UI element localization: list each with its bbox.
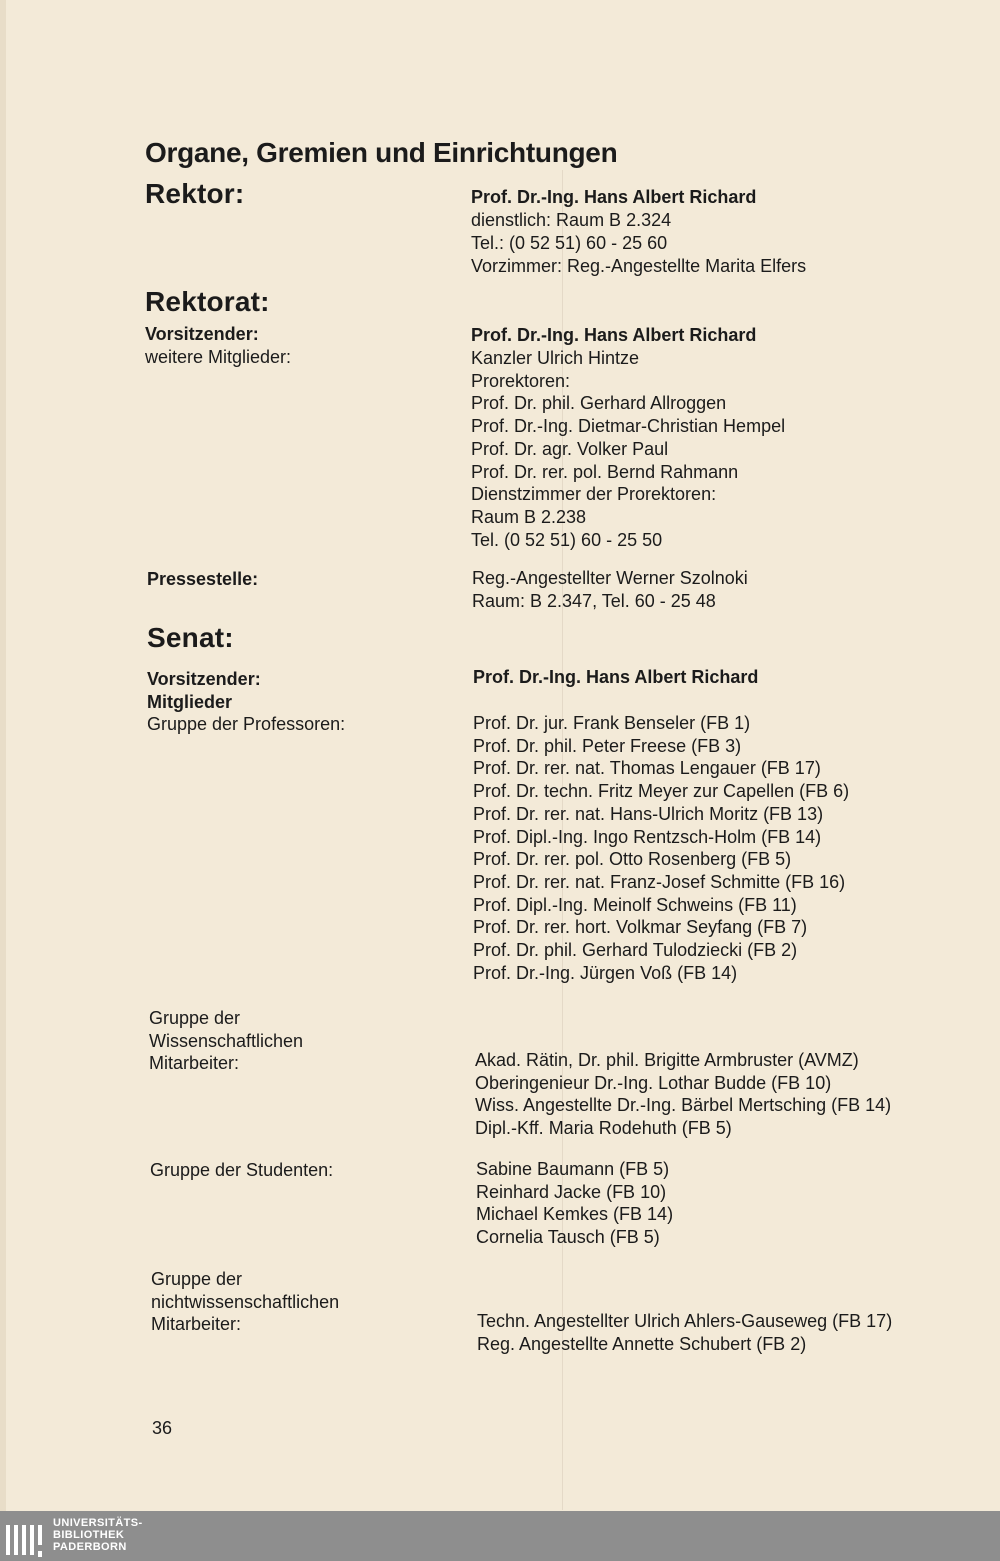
students-label: Gruppe der Studenten:	[150, 1160, 334, 1180]
rektorat-members-list	[471, 347, 785, 551]
senat-heading: Senat:	[147, 622, 234, 653]
list-item: Prof. Dr. phil. Gerhard Allroggen	[471, 393, 727, 414]
list-item: Prof. Dr. rer. pol. Bernd Rahmann	[471, 461, 739, 482]
list-item: Prof. Dr. rer. nat. Hans-Ulrich Moritz (FB 13)	[473, 803, 824, 824]
rektor-line: Tel.: (0 52 51) 60 - 25 60	[471, 233, 668, 253]
list-item: Tel. (0 52 51) 60 - 25 50	[471, 529, 663, 550]
rektorat-members-label: weitere Mitglieder:	[145, 347, 292, 367]
senat-chair: Prof. Dr.-Ing. Hans Albert Richard	[473, 667, 759, 687]
list-item: Wiss. Angestellte Dr.-Ing. Bärbel Mertsching (FB 14)	[475, 1095, 892, 1116]
list-item: Prof. Dr.-Ing. Dietmar-Christian Hempel	[471, 416, 786, 437]
list-item: Prof. Dr. rer. nat. Franz-Josef Schmitte (FB 16)	[473, 871, 846, 892]
list-item: Sabine Baumann (FB 5)	[476, 1159, 670, 1179]
page-edge	[0, 0, 6, 1511]
library-name-line: UNIVERSITÄTS-	[53, 1517, 143, 1529]
professors-list	[473, 712, 849, 984]
list-item: Prof. Dr. rer. pol. Otto Rosenberg (FB 5)	[473, 849, 792, 870]
library-name	[53, 1517, 143, 1553]
wiss-list	[475, 1049, 891, 1140]
list-item: Akad. Rätin, Dr. phil. Brigitte Armbruster (AVMZ)	[475, 1050, 859, 1070]
library-name-line: BIBLIOTHEK	[53, 1529, 125, 1541]
library-logo-icon	[2, 1515, 48, 1557]
page-number: 36	[152, 1418, 173, 1438]
page-title: Organe, Gremien und Einrichtungen	[145, 137, 618, 168]
rektor-heading: Rektor:	[145, 178, 245, 209]
library-name-line: PADERBORN	[53, 1541, 127, 1553]
list-item: Dienstzimmer der Prorektoren:	[471, 484, 717, 505]
rektorat-chair-label: Vorsitzender:	[145, 324, 259, 344]
list-item: Prof. Dr. techn. Fritz Meyer zur Capellen (FB 6)	[473, 781, 850, 802]
rektorat-chair: Prof. Dr.-Ing. Hans Albert Richard	[471, 325, 757, 345]
list-item: Reinhard Jacke (FB 10)	[476, 1181, 667, 1202]
nonwiss-label	[151, 1268, 339, 1336]
label-line: nichtwissenschaftlichen	[151, 1291, 340, 1312]
list-item: Techn. Angestellter Ulrich Ahlers-Gauseweg (FB 17)	[477, 1311, 893, 1331]
rektorat-heading: Rektorat:	[145, 286, 270, 317]
rektor-line: Vorzimmer: Reg.-Angestellte Marita Elfers	[471, 256, 807, 276]
list-item: Reg. Angestellte Annette Schubert (FB 2)	[477, 1333, 807, 1354]
label-line: Gruppe der	[149, 1008, 241, 1028]
library-footer-bar	[0, 1511, 1000, 1561]
list-item: Raum B 2.238	[471, 506, 587, 527]
list-item: Prof. Dipl.-Ing. Ingo Rentzsch-Holm (FB 14)	[473, 826, 822, 847]
list-item: Cornelia Tausch (FB 5)	[476, 1227, 660, 1248]
pressestelle-line: Raum: B 2.347, Tel. 60 - 25 48	[472, 591, 716, 611]
label-line: Mitarbeiter:	[149, 1053, 240, 1074]
list-item: Prof. Dr.-Ing. Jürgen Voß (FB 14)	[473, 962, 738, 983]
list-item: Prorektoren:	[471, 370, 571, 391]
list-item: Michael Kemkes (FB 14)	[476, 1204, 674, 1225]
nonwiss-list	[477, 1310, 892, 1355]
pressestelle-line: Reg.-Angestellter Werner Szolnoki	[472, 568, 748, 588]
senat-chair-label: Vorsitzender:	[147, 669, 261, 689]
list-item: Oberingenieur Dr.-Ing. Lothar Budde (FB 10)	[475, 1072, 832, 1093]
list-item: Prof. Dr. phil. Peter Freese (FB 3)	[473, 735, 742, 756]
list-item: Prof. Dipl.-Ing. Meinolf Schweins (FB 11)	[473, 894, 797, 915]
list-item: Prof. Dr. phil. Gerhard Tulodziecki (FB 2)	[473, 940, 798, 961]
label-line: Wissenschaftlichen	[149, 1030, 304, 1051]
list-item: Prof. Dr. rer. nat. Thomas Lengauer (FB 17)	[473, 758, 821, 779]
wiss-label	[149, 1007, 303, 1075]
pressestelle-label: Pressestelle:	[147, 569, 259, 589]
rektor-name: Prof. Dr.-Ing. Hans Albert Richard	[471, 187, 757, 207]
list-item: Kanzler Ulrich Hintze	[471, 348, 640, 368]
professors-label: Gruppe der Professoren:	[147, 714, 346, 734]
label-line: Mitarbeiter:	[151, 1314, 242, 1335]
list-item: Dipl.-Kff. Maria Rodehuth (FB 5)	[475, 1118, 732, 1139]
list-item: Prof. Dr. rer. hort. Volkmar Seyfang (FB 7)	[473, 917, 808, 938]
rektor-line: dienstlich: Raum B 2.324	[471, 210, 672, 230]
list-item: Prof. Dr. jur. Frank Benseler (FB 1)	[473, 713, 751, 733]
label-line: Gruppe der	[151, 1269, 243, 1289]
students-list	[476, 1158, 673, 1249]
senat-members-label: Mitglieder	[147, 692, 233, 712]
list-item: Prof. Dr. agr. Volker Paul	[471, 438, 669, 459]
